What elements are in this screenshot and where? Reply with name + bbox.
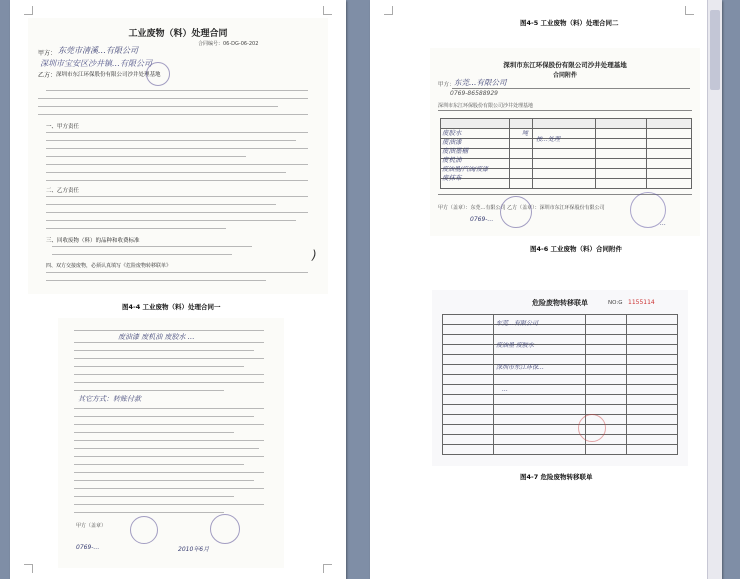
transfer-form-no-value: 1155114 <box>628 299 655 306</box>
crop-mark <box>24 564 33 573</box>
transfer-form-scan <box>432 290 688 466</box>
scrollbar[interactable] <box>707 0 722 579</box>
crop-mark <box>685 6 694 15</box>
figure-caption: 图4-5 工业废物（料）处理合同二 <box>520 19 619 27</box>
company-seal <box>146 62 170 86</box>
figure-caption: 图4-6 工业废物（料）合同附件 <box>530 245 623 253</box>
transfer-form-handwriting: 东莞…有限公司 <box>496 320 539 327</box>
party-a-seal <box>130 516 158 544</box>
handwritten-payment: 其它方式：转账付款 <box>78 395 141 403</box>
party-b-name: 深圳市东江环保股份有限公司沙井处理基地 <box>56 72 161 78</box>
right-page <box>370 0 722 579</box>
section-heading: 二、乙方责任 <box>46 188 80 194</box>
transfer-form-no-label: NO:G <box>608 300 623 306</box>
party-a-address-handwriting: 深圳市宝安区沙井镇…有限公司 <box>40 59 152 68</box>
scrollbar-thumb[interactable] <box>710 10 720 90</box>
transfer-form-handwriting: … <box>502 386 508 393</box>
attachment-party-b: 深圳市东江环保股份有限公司沙井处理基地 <box>438 103 534 109</box>
left-page <box>10 0 346 579</box>
party-b-seal <box>210 514 240 544</box>
transfer-form-table <box>442 314 678 455</box>
attachment-signature: 甲方（盖章）：东莞…有限公司 乙方（盖章）：深圳市东江环保股份有限公司 <box>438 205 605 211</box>
attachment-item: 废机油 <box>442 156 462 164</box>
attachment-item: 废油漆 <box>442 138 462 146</box>
attachment-signature-a: 0769-… <box>470 216 494 223</box>
attachment-signature-b: … <box>660 220 666 227</box>
party-a-label: 甲方： <box>38 50 57 57</box>
attachment-seal-a <box>500 196 532 228</box>
attachment-title: 深圳市东江环保股份有限公司沙井处理基地 <box>503 61 627 69</box>
attachment-item: 废油墨/汽油/废漆 <box>442 166 489 173</box>
party-a-handwriting: 东莞市清溪…有限公司 <box>58 46 138 55</box>
transfer-form-seal <box>578 414 606 442</box>
signature-date: 2010年6月 <box>178 546 210 553</box>
crop-mark <box>384 6 393 15</box>
contract-scan-page-1 <box>28 18 328 294</box>
attachment-item: 废抹布 <box>442 174 462 182</box>
attachment-item: 废胶水 <box>442 129 462 137</box>
section-heading: 三、回收废物（料）的品种和收费标准 <box>46 238 140 244</box>
attachment-party-a-label: 甲方： <box>438 82 455 88</box>
attachment-table <box>440 118 692 189</box>
party-b-label: 乙方： <box>38 72 57 79</box>
crop-mark <box>323 564 332 573</box>
section-heading: 四、双方交接废物，必须认真填写《危险废物转移联单》 <box>46 263 172 269</box>
figure-caption: 图4-4 工业废物（料）处理合同一 <box>122 303 221 311</box>
attachment-price-note: 按…处理 <box>536 136 561 143</box>
transfer-form-handwriting: 废油墨 废胶水 <box>496 342 534 349</box>
attachment-party-a: 东莞…有限公司 <box>454 78 507 87</box>
transfer-form-title: 危险废物转移联单 <box>532 298 588 307</box>
contract-scan-page-2 <box>58 318 284 568</box>
margin-handwriting: ) <box>312 248 317 262</box>
handwritten-note: 废油漆 废机油 废胶水 … <box>118 333 195 341</box>
contract-number: 合同编号：06-DG-06-202 <box>198 41 259 47</box>
attachment-item: 废油墨桶 <box>442 147 468 155</box>
contract-attachment-scan <box>430 48 700 236</box>
contract-title: 工业废物（料）处理合同 <box>128 29 228 39</box>
crop-mark <box>323 6 332 15</box>
crop-mark <box>24 6 33 15</box>
figure-caption: 图4-7 危险废物转移联单 <box>520 473 593 481</box>
transfer-form-handwriting: 深圳市东江环保… <box>496 364 545 371</box>
section-heading: 一、甲方责任 <box>46 124 80 130</box>
signature-label: 甲方（盖章） <box>76 523 107 529</box>
attachment-phone: 0769-86588929 <box>450 90 498 97</box>
attachment-subtitle: 合同附件 <box>552 72 577 79</box>
attachment-unit-marks: 吨 <box>522 130 529 137</box>
signature-phone: 0769-… <box>76 544 100 551</box>
